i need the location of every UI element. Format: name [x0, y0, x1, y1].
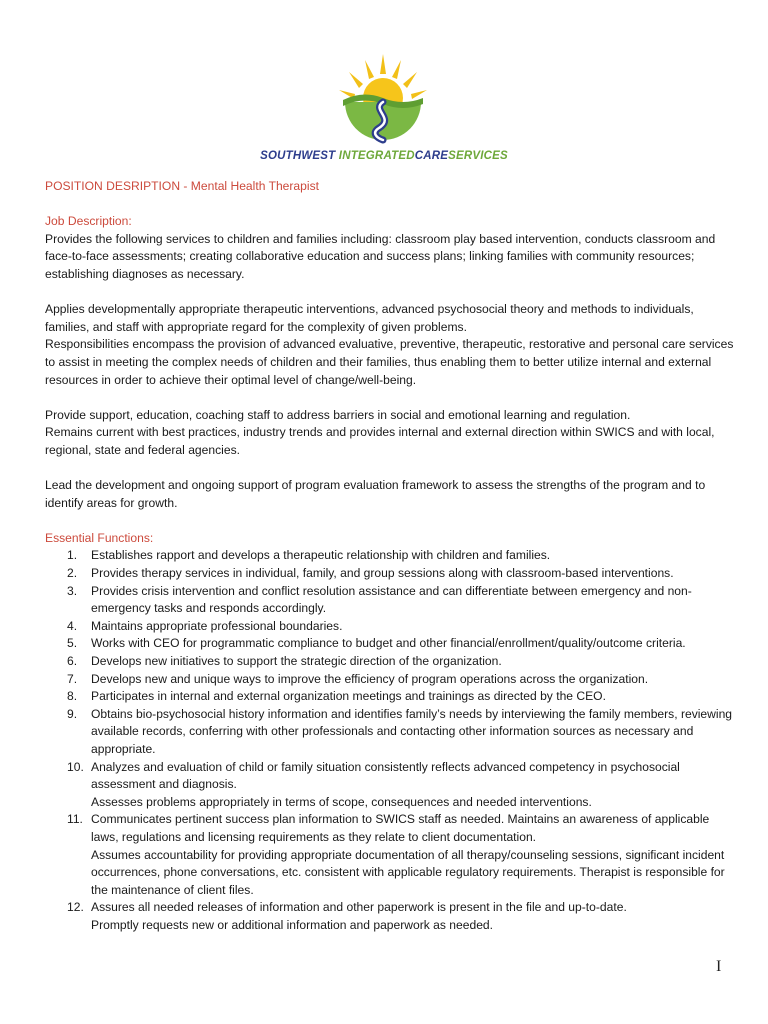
list-item-number: 12. — [67, 900, 84, 915]
list-item-text: Assesses problems appropriately in terms of scope, consequences and needed interventions. — [91, 794, 592, 809]
brand-southwest: SOUTHWEST — [260, 150, 339, 162]
list-item-text: Provides crisis intervention and conflict resolution assistance and can differentiate between emergency and non-emergency tasks and responds accordingly. — [91, 583, 692, 616]
paragraph: Remains current with best practices, industry trends and provides internal and external direction within SWICS and with local, regional, state and federal agencies. — [45, 425, 715, 457]
list-item — [45, 583, 735, 618]
brand-care: CARE — [414, 150, 449, 162]
essential-functions-list — [45, 547, 735, 934]
list-item — [45, 811, 735, 899]
list-item — [45, 547, 735, 565]
list-item-number: 3. — [67, 583, 78, 598]
list-item — [45, 653, 735, 671]
list-item-number: 10. — [67, 759, 84, 774]
list-item — [45, 671, 735, 689]
list-item-text: Communicates pertinent success plan information to SWICS staff as needed. Maintains an awareness of applicable laws, regulations and licensing requirements as they relate to client documentation. — [91, 812, 710, 844]
list-item-text: Participates in internal and external organization meetings and trainings as directed by the CEO. — [91, 689, 606, 704]
essential-functions-heading: Essential Functions: — [45, 530, 154, 545]
list-item — [45, 618, 735, 636]
list-item-text: Promptly requests new or additional information and paperwork as needed. — [91, 917, 494, 932]
list-item-number: 8. — [67, 689, 78, 704]
list-item-text: Analyzes and evaluation of child or family situation consistently reflects advanced competency in psychosocial assessment and diagnosis. — [91, 759, 680, 792]
list-item — [45, 706, 735, 759]
list-item — [45, 565, 735, 583]
list-item-number: 11. — [67, 812, 83, 827]
list-item — [45, 688, 735, 706]
list-item-text: Provides therapy services in individual, family, and group sessions along with classroom-based interventions. — [91, 566, 674, 581]
list-item-text: Develops new and unique ways to improve the efficiency of program operations across the organization. — [91, 671, 649, 686]
list-item-number: 4. — [67, 618, 78, 633]
list-item — [45, 635, 735, 653]
brand-integrated: INTEGRATED — [338, 150, 415, 162]
page-number: I — [716, 958, 722, 975]
paragraph: Lead the development and ongoing support of program evaluation framework to assess the strengths of the program and to identify areas for growth. — [45, 478, 706, 510]
paragraph: Provide support, education, coaching staff to address barriers in social and emotional learning and regulation. — [45, 407, 631, 422]
list-item-number: 5. — [67, 636, 78, 651]
list-item-text: Assumes accountability for providing appropriate documentation of all therapy/counseling sessions, significant incident occurrences, phone conversations, etc. consistent with applicable regulatory requirements. Therapist is responsible for the maintenance of client files. — [91, 847, 725, 897]
list-item-text: Establishes rapport and develops a therapeutic relationship with children and families. — [91, 548, 551, 563]
list-item-number: 2. — [67, 566, 78, 581]
position-title: POSITION DESRIPTION - Mental Health Therapist — [45, 179, 319, 193]
list-item-text: Works with CEO for programmatic compliance to budget and other financial/enrollment/quality/outcome criteria. — [91, 636, 686, 651]
list-item — [45, 899, 735, 934]
paragraph: Provides the following services to children and families including: classroom play based intervention, conducts classroom and face-to-face assessments; creating collaborative education and success plans; linking families with community resources; establishing diagnoses as necessary. — [45, 231, 716, 281]
list-item-number: 1. — [67, 548, 78, 563]
paragraph: Responsibilities encompass the provision of advanced evaluative, preventive, therapeutic, restorative and personal care services to assist in meeting the complex needs of children and their families, thus enabling them to better utilize internal and external resources in order to achieve their optimal level of change/well-being. — [45, 337, 734, 387]
list-item-number: 7. — [67, 671, 78, 686]
company-logo — [333, 52, 433, 152]
list-item-number: 9. — [67, 706, 78, 721]
company-name — [0, 150, 768, 162]
list-item-text: Obtains bio-psychosocial history information and identifies family’s needs by interviewing the family members, reviewing available records, conferring with other professionals and contacting other information sources as necessary and appropriate. — [91, 706, 733, 756]
brand-services: SERVICES — [448, 150, 508, 162]
paragraph: Applies developmentally appropriate therapeutic interventions, advanced psychosocial theory and methods to individuals, families, and staff with appropriate regard for the complexity of given problems. — [45, 302, 694, 334]
list-item-number: 6. — [67, 654, 78, 669]
list-item-text: Assures all needed releases of information and other paperwork is present in the file and up-to-date. — [91, 900, 627, 915]
list-item-text: Develops new initiatives to support the strategic direction of the organization. — [91, 654, 502, 669]
list-item — [45, 759, 735, 812]
list-item-text: Maintains appropriate professional boundaries. — [91, 618, 343, 633]
job-description-heading: Job Description: — [45, 214, 132, 229]
document-body — [45, 178, 735, 935]
